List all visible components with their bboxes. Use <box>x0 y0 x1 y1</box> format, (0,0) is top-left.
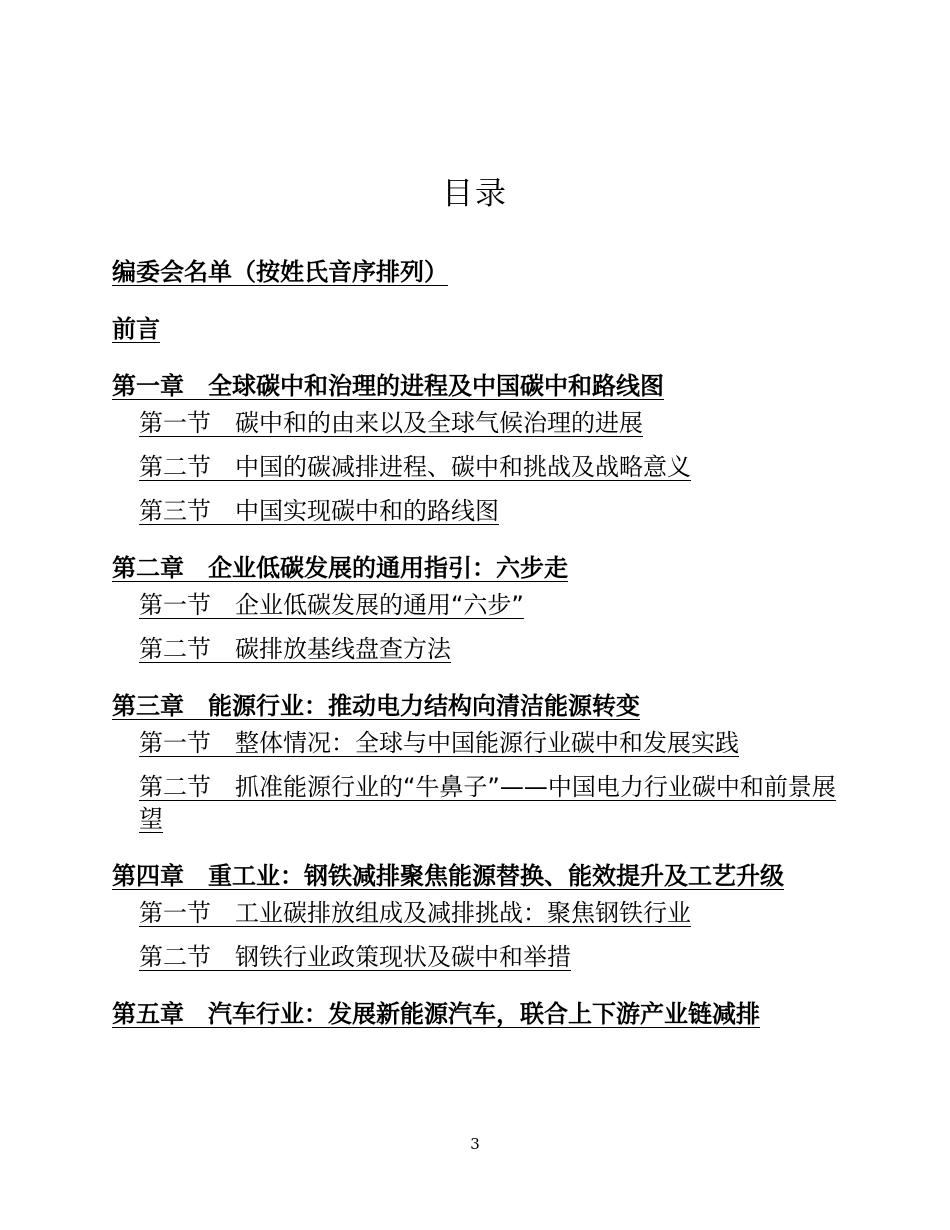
toc-entry-chapter-2[interactable]: 第二章 企业低碳发展的通用指引：六步走 <box>112 554 568 582</box>
toc-entry-chapter-3[interactable]: 第三章 能源行业：推动电力结构向清洁能源转变 <box>112 692 640 720</box>
toc-entry-chapter-2-section-1[interactable]: 第一节 企业低碳发展的通用“六步” <box>139 591 524 619</box>
toc-entry-chapter-1-section-1[interactable]: 第一节 碳中和的由来以及全球气候治理的进展 <box>139 409 643 437</box>
toc-entry-chapter-1-section-2[interactable]: 第二节 中国的碳减排进程、碳中和挑战及战略意义 <box>139 453 691 481</box>
toc-entry-chapter-3-section-2[interactable]: 第二节 抓准能源行业的“牛鼻子”——中国电力行业碳中和前景展望 <box>139 773 836 833</box>
toc-entry-chapter-1[interactable]: 第一章 全球碳中和治理的进程及中国碳中和路线图 <box>112 372 664 400</box>
toc-entry-preface[interactable]: 前言 <box>112 315 160 343</box>
table-of-contents <box>112 256 842 1030</box>
toc-entry-chapter-4-section-1[interactable]: 第一节 工业碳排放组成及减排挑战：聚焦钢铁行业 <box>139 899 691 927</box>
toc-entry-chapter-2-section-2[interactable]: 第二节 碳排放基线盘查方法 <box>139 635 451 663</box>
toc-entry-chapter-5[interactable]: 第五章 汽车行业：发展新能源汽车，联合上下游产业链减排 <box>112 1000 760 1028</box>
toc-title: 目录 <box>442 176 508 212</box>
toc-entry-editorial-board[interactable]: 编委会名单（按姓氏音序排列） <box>112 258 448 286</box>
toc-entry-chapter-4-section-2[interactable]: 第二节 钢铁行业政策现状及碳中和举措 <box>139 943 571 971</box>
page-number: 3 <box>470 1135 480 1153</box>
toc-entry-chapter-4[interactable]: 第四章 重工业：钢铁减排聚焦能源替换、能效提升及工艺升级 <box>112 862 784 890</box>
toc-entry-chapter-1-section-3[interactable]: 第三节 中国实现碳中和的路线图 <box>139 497 499 525</box>
toc-entry-chapter-3-section-1[interactable]: 第一节 整体情况：全球与中国能源行业碳中和发展实践 <box>139 729 739 757</box>
